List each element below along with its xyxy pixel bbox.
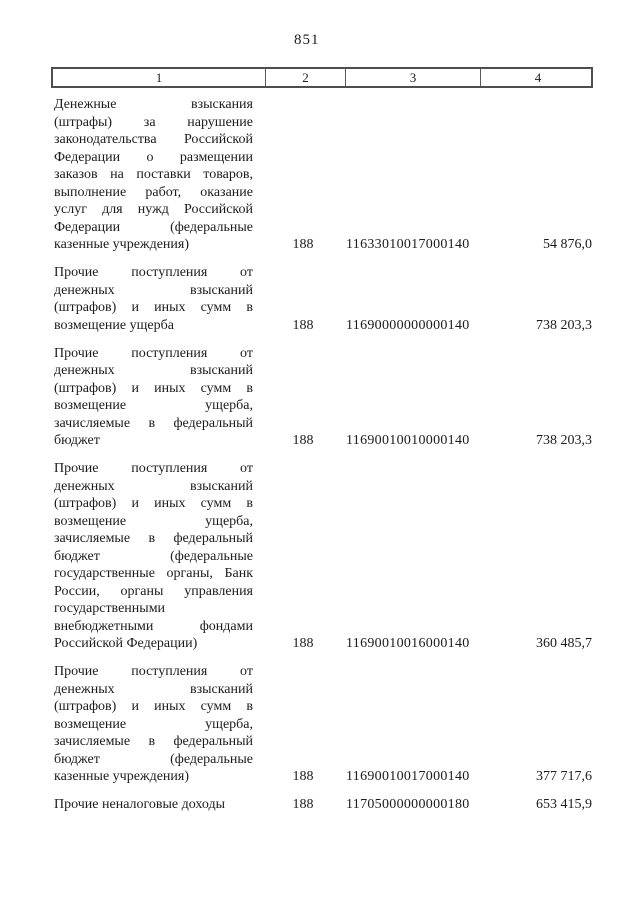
row-description-line: законодательства Российской [54,132,253,147]
row-description-line: денежных взысканий [54,363,253,378]
row-description [51,460,263,653]
column-header-3: 3 [345,69,480,86]
row-description-line: (штрафов) и иных сумм в [54,496,253,511]
row-description-line: зачисляемые в федеральный [54,734,253,749]
row-admin-code: 188 [292,769,314,784]
row-description-line: возмещение ущерба, [54,398,253,413]
row-budget-code: 11633010017000140 [346,237,470,252]
row-amount: 653 415,9 [536,797,592,812]
row-description-line: Прочие поступления от [54,461,253,476]
row-admin-code: 188 [292,797,314,812]
row-description-line: казенные учреждения) [54,769,190,784]
row-description [51,796,263,814]
table-body [51,96,593,824]
row-budget-code: 11705000000000180 [346,797,470,812]
row-admin-code: 188 [292,237,314,252]
column-header-1: 1 [155,70,163,85]
row-description-line: казенные учреждения) [54,237,190,252]
row-description-line: России, органы управления [54,583,253,599]
row-description [51,345,263,450]
row-budget-code: 11690000000000140 [346,317,470,333]
row-description-line: денежных взысканий [54,282,253,298]
row-description-line: заказов на поставки товаров, [54,167,253,182]
row-description-line: зачисляемые в федеральный [54,415,253,431]
row-description-line: зачисляемые в федеральный [54,531,253,546]
row-description-line: Федерации (федеральные [54,219,253,235]
row-description-line: Прочие поступления от [54,664,253,679]
row-budget-code: 11690010016000140 [346,636,470,651]
row-budget-code: 11690010017000140 [346,769,470,784]
row-description-line: возмещение ущерба [54,317,174,333]
row-description-line: (штрафов) и иных сумм в [54,699,253,714]
row-description-line: внебюджетными фондами [54,618,253,634]
row-description-line: выполнение работ, оказание [54,184,253,200]
table-row [51,264,593,334]
row-description-line: Российской Федерации) [54,636,198,651]
row-description-line: (штрафов) и иных сумм в [54,380,253,396]
table-row [51,345,593,450]
row-description [51,264,263,334]
table-column-header-row [51,67,593,88]
row-description-line: Прочие неналоговые доходы [54,797,226,812]
row-budget-code: 11690010010000140 [346,433,470,448]
row-admin-code: 188 [292,317,314,333]
row-amount: 54 876,0 [543,237,592,252]
row-amount: 738 203,3 [536,317,592,333]
row-description-line: денежных взысканий [54,681,253,697]
row-description-line: бюджет (федеральные [54,751,253,767]
row-admin-code: 188 [292,636,314,651]
row-description-line: Прочие поступления от [54,345,253,361]
row-amount: 738 203,3 [536,433,592,448]
row-description-line: Прочие поступления от [54,265,253,280]
row-description-line: возмещение ущерба, [54,716,253,732]
row-description-line: (штрафов) и иных сумм в [54,300,253,315]
row-admin-code: 188 [292,433,314,448]
column-header-2: 2 [265,69,345,86]
row-description-line: денежных взысканий [54,478,253,494]
page-number: 851 [294,32,320,48]
row-description-line: бюджет (федеральные [54,548,253,564]
table-row [51,460,593,653]
table-row [51,796,593,814]
row-amount: 377 717,6 [536,769,592,784]
row-description [51,663,263,786]
row-description-line: (штрафы) за нарушение [54,114,253,130]
column-header-4: 4 [480,69,595,86]
table-row [51,663,593,786]
row-description-line: Денежные взыскания [54,97,253,112]
table-row [51,96,593,254]
row-description-line: возмещение ущерба, [54,513,253,529]
row-description-line: услуг для нужд Российской [54,202,253,217]
row-description [51,96,263,254]
row-description-line: государственными [54,601,166,616]
row-description-line: государственные органы, Банк [54,566,253,581]
row-amount: 360 485,7 [536,636,592,651]
row-description-line: бюджет [54,433,100,448]
row-description-line: Федерации о размещении [54,149,253,165]
